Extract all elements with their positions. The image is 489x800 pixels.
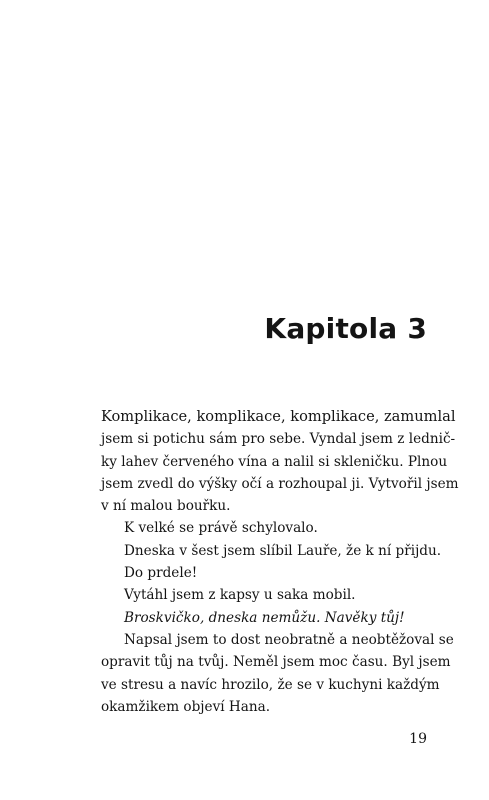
body-line: K velké se právě schylovalo. — [124, 520, 318, 537]
chapter-body — [101, 406, 459, 718]
body-line: Do prdele! — [124, 565, 198, 582]
body-line: v ní malou bouřku. — [101, 498, 231, 515]
body-line: Vytáhl jsem z kapsy u saka mobil. — [124, 587, 356, 604]
body-line: okamžikem objeví Hana. — [101, 698, 271, 715]
body-line: opravit tůj na tvůj. Neměl jsem moc času. Byl jsem — [101, 654, 451, 671]
body-line: jsem zvedl do výšky očí a rozhoupal ji. Vytvořil jsem — [101, 475, 459, 492]
body-line-italic: Broskvičko, dneska nemůžu. Navěky tůj! — [124, 609, 405, 626]
body-line: Napsal jsem to dost neobratně a neobtěžoval se — [124, 631, 454, 648]
page-number: 19 — [409, 731, 427, 747]
body-line: Dneska v šest jsem slíbil Lauře, že k ní přijdu. — [124, 542, 442, 559]
body-line: jsem si potichu sám pro sebe. Vyndal jsem z lednič- — [101, 431, 456, 448]
body-line: Komplikace, komplikace, komplikace, zamumlal — [101, 408, 456, 425]
chapter-title: Kapitola 3 — [264, 312, 427, 345]
body-line: ve stresu a navíc hrozilo, že se v kuchyni každým — [101, 676, 440, 693]
body-line: ky lahev červeného vína a nalil si skleničku. Plnou — [101, 453, 448, 470]
